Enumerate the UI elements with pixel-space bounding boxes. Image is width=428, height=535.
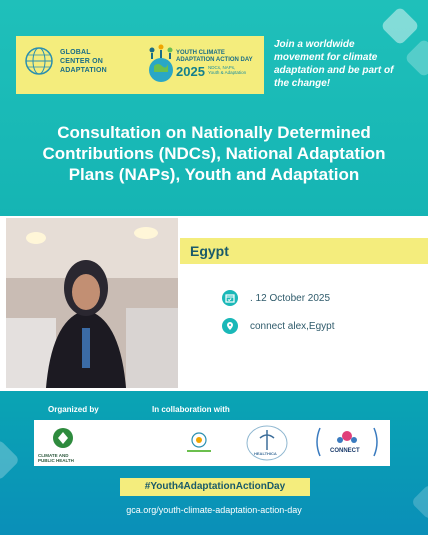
tagline: Join a worldwide movement for climate adaptation and be part of the change! <box>274 39 394 89</box>
event-year: 2025 <box>176 64 205 79</box>
hashtag-banner: #Youth4AdaptationActionDay <box>120 478 310 496</box>
partner-logo-1 <box>184 430 214 456</box>
gca-name: GLOBAL CENTER ON ADAPTATION <box>60 49 107 74</box>
event-date: . 12 October 2025 <box>250 292 331 304</box>
collaboration-label: In collaboration with <box>152 405 230 414</box>
organized-by-label: Organized by <box>48 405 99 414</box>
logo-banner <box>16 36 264 94</box>
decor-diamond <box>404 38 428 78</box>
consultation-title: Consultation on Nationally Determined Contributions (NDCs), National Adaptation Plans (NAPs), Youth and Adaptation <box>42 123 386 184</box>
healthica-text: HEALTHICA <box>254 451 277 456</box>
speaker-photo <box>6 218 178 388</box>
country-banner <box>180 238 428 264</box>
youth-globe-logo <box>144 42 178 86</box>
partner-logos <box>34 420 390 466</box>
location-row <box>222 318 335 334</box>
gca-globe-logo <box>24 46 54 76</box>
healthica-logo <box>244 424 290 462</box>
event-location: connect alex,Egypt <box>250 320 335 332</box>
decor-diamond <box>0 439 20 481</box>
connect-text: CONNECT <box>330 448 360 454</box>
event-url[interactable]: gca.org/youth-climate-adaptation-action-day <box>126 505 302 515</box>
connect-logo <box>312 424 382 460</box>
location-pin-icon <box>222 318 238 334</box>
event-subtitle: NDCs, NAPs, Youth & Adaptation <box>208 65 247 75</box>
event-title: YOUTH CLIMATE ADAPTATION ACTION DAY <box>176 50 253 63</box>
country-label: Egypt <box>190 243 229 259</box>
calendar-icon <box>222 290 238 306</box>
date-row <box>222 290 330 306</box>
climate-public-health-text: CLIMATE AND PUBLIC HEALTH <box>38 453 74 463</box>
